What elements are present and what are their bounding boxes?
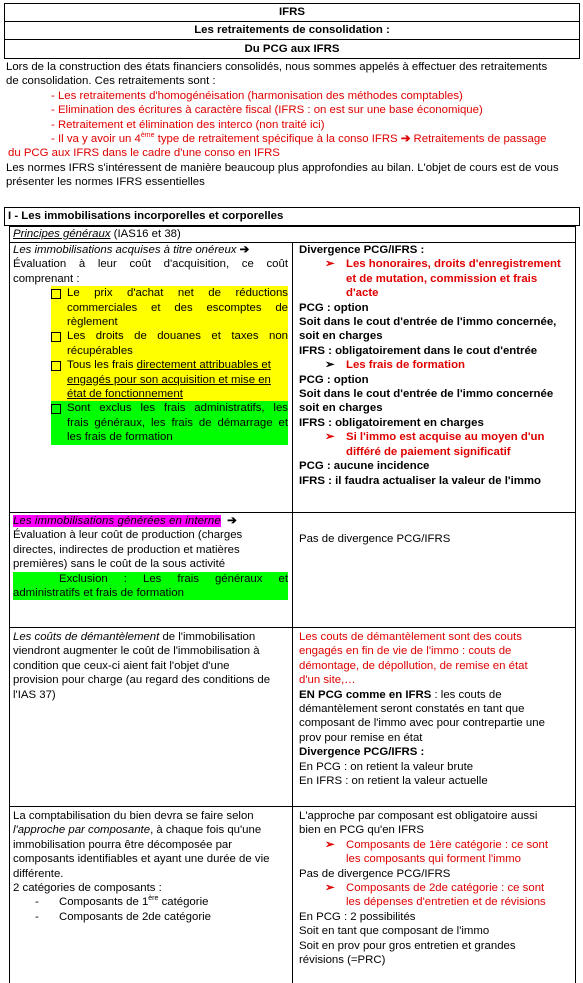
intro-bullet: - Retraitement et élimination des interco (non traité ici) — [51, 118, 325, 131]
text-line: démantèlement seront constatés en tant que — [299, 703, 525, 716]
list-item — [13, 910, 288, 924]
text-line: engagés en fin de vie de l'immo : couts de — [299, 645, 512, 658]
row1-right — [299, 243, 573, 488]
superscript: ème — [140, 132, 155, 140]
dash-bullet: - — [35, 896, 39, 909]
ifrs-line: IFRS : obligatoirement dans le cout d'entrée — [299, 344, 538, 357]
text-line: Pas de divergence PCG/IFRS — [299, 533, 451, 545]
arrow-bullet — [299, 430, 573, 459]
bullet-text: Composants de 2de catégorie : ce sont — [346, 882, 545, 895]
list-item — [13, 895, 288, 909]
checkbox-text: règlement — [67, 316, 118, 329]
row2-left — [13, 514, 288, 600]
text-line: L'approche par composant est obligatoire aussi — [299, 810, 538, 822]
text-line: soit en charges — [299, 402, 383, 415]
bullet-text: et de mutation, commission et frais — [346, 272, 538, 285]
arrow-bullet-icon: ➢ — [325, 882, 335, 895]
pcg-line: PCG : option — [299, 301, 369, 314]
row3-right — [299, 630, 573, 788]
text-line: administratifs et frais de formation — [13, 587, 184, 600]
text-line: provision pour charge (au regard des conditions de — [13, 674, 271, 687]
table-border — [292, 242, 293, 983]
arrow-bullet-icon: ➢ — [325, 359, 335, 372]
text-line: Soit dans le cout d'entrée de l'immo concernée — [299, 388, 554, 401]
checkbox-text: les frais de formation — [67, 431, 173, 444]
text: : les couts de — [431, 688, 502, 701]
intro-line: présenter les normes IFRS essentielles — [6, 176, 205, 189]
italic-text: Les immobilisations acquises à titre onéreux — [13, 244, 237, 256]
text-line: prov pour remise en état — [299, 731, 423, 744]
arrow-right-icon: ➔ — [239, 244, 250, 256]
section-title: I - Les immobilisations incorporelles et corporelles — [4, 207, 580, 226]
text: , à chaque fois qu'une — [150, 824, 262, 837]
pcg-line: PCG : aucune incidence — [299, 460, 430, 473]
checkbox-text: récupérables — [67, 344, 133, 357]
checkbox-text: Les droits de douanes et taxes non — [67, 330, 288, 343]
text: de l'immobilisation — [159, 631, 256, 643]
row4-right — [299, 809, 573, 967]
text: Composants de 2de catégorie — [59, 910, 211, 923]
bullet-text: Les frais de formation — [346, 359, 465, 372]
arrow-bullet — [299, 838, 573, 867]
checkbox-icon — [51, 289, 61, 299]
text-line: Pas de divergence PCG/IFRS — [299, 867, 451, 880]
text-line: démontage, de dépollution, de remise en état — [299, 659, 528, 672]
text-line — [299, 688, 573, 702]
intro-bullet-continued: du PCG aux IFRS dans le cadre d'une conso en IFRS — [8, 147, 280, 160]
bullet-text: différé de paiement significatif — [346, 445, 511, 458]
text-line: viendront augmenter le coût de l'immobilisation à — [13, 645, 260, 658]
text-line: condition que ceux-ci aient fait l'objet d'une — [13, 659, 230, 672]
text-line: immobilisation pourra être décomposée par — [13, 838, 233, 851]
checkbox-text: état de fonctionnement — [67, 388, 183, 401]
arrow-bullet-icon: ➢ — [325, 431, 335, 444]
dash-bullet: - — [35, 910, 39, 923]
text-line: Exclusion : Les frais généraux et — [59, 572, 288, 585]
text-line: Évaluation à leur coût de production (charges — [13, 529, 243, 542]
row2-lead — [13, 514, 288, 528]
italic-text: Les coûts de démantèlement — [13, 631, 160, 643]
divergence-heading: Divergence PCG/IFRS : — [299, 746, 425, 759]
intro-line: Lors de la construction des états financiers consolidés, nous sommes appelés à effectuer des retraitements — [6, 61, 548, 73]
row1-eval: Évaluation à leur coût d'acquisition, ce coût — [13, 258, 288, 271]
bold-text: EN PCG comme en IFRS — [299, 688, 432, 701]
text-line: Soit dans le cout d'entrée de l'immo concernée, — [299, 316, 557, 329]
text: catégorie — [158, 896, 209, 909]
text-line: l'IAS 37) — [13, 688, 56, 701]
bullet-text: les dépenses d'entretien et de révisions — [346, 896, 546, 909]
row4-left — [13, 809, 288, 924]
principes-ref: (IAS16 et 38) — [110, 228, 181, 240]
intro-block — [6, 60, 582, 190]
text-line: La comptabilisation du bien devra se faire selon — [13, 810, 254, 822]
principes-label: Principes généraux — [13, 228, 111, 240]
bullet-text: Les honoraires, droits d'enregistrement — [346, 258, 561, 271]
intro-bullet: - Elimination des écritures à caractère fiscal (IFRS : on est sur une base économique) — [51, 104, 483, 117]
row2-right — [299, 532, 573, 546]
ifrs-line: IFRS : obligatoirement en charges — [299, 416, 484, 429]
text-line: Les couts de démantèlement sont des couts — [299, 631, 522, 643]
italic-text: l'approche par composante — [13, 824, 151, 837]
checkbox-text: commerciales et des escomptes de — [67, 301, 288, 314]
checkbox-icon — [51, 332, 61, 342]
text-line — [13, 630, 288, 644]
text-line — [13, 823, 288, 837]
intro-bullet-text: Retraitements de passage — [410, 133, 547, 146]
row1-left — [13, 243, 288, 445]
divergence-heading: Divergence PCG/IFRS : — [299, 244, 425, 256]
arrow-right-icon: ➔ — [400, 133, 411, 146]
doc-title: IFRS — [4, 3, 580, 22]
text-line: premières) sans le coût de la sous activité — [13, 558, 226, 571]
arrow-right-icon: ➔ — [227, 515, 237, 527]
text-line: directes, indirectes de production et matières — [13, 543, 240, 556]
arrow-bullet — [299, 257, 573, 300]
text-line: En PCG : on retient la valeur brute — [299, 760, 474, 773]
arrow-bullet-icon: ➢ — [325, 838, 335, 851]
intro-line: Les normes IFRS s'intéressent de manière beaucoup plus approfondies au bilan. L'objet de cours est de vous — [6, 161, 559, 174]
table-border — [9, 226, 10, 983]
text-line: En IFRS : on retient la valeur actuelle — [299, 775, 488, 788]
highlighted-text: Les immobilisations générées en interne — [13, 515, 221, 527]
arrow-bullet — [299, 881, 573, 910]
doc-subsubtitle: Du PCG aux IFRS — [4, 39, 580, 59]
intro-line: de consolidation. Ces retraitements sont : — [6, 75, 216, 88]
bullet-text: les composants qui forment l'immo — [346, 853, 521, 866]
checkbox-text: engagés pour son acquisition et mise en — [67, 373, 271, 386]
intro-bullet-text: - Il va y avoir un 4 — [51, 133, 141, 146]
ifrs-line: IFRS : il faudra actualiser la valeur de l'immo — [299, 474, 541, 487]
text-line: composants identifiables et ayant une durée de vie — [13, 853, 270, 866]
checkbox-item — [13, 286, 288, 444]
principes-row — [13, 227, 181, 241]
checkbox-text — [67, 358, 288, 372]
checkbox-text: Le prix d'achat net de réductions — [67, 287, 288, 300]
intro-bullet — [6, 132, 582, 146]
row1-eval: comprenant : — [13, 272, 80, 285]
text: Composants de 1 — [59, 896, 149, 909]
text-line: Soit en tant que composant de l'immo — [299, 925, 490, 938]
superscript: ère — [148, 895, 159, 903]
intro-bullet: - Les retraitements d'homogénéisation (harmonisation des méthodes comptables) — [51, 89, 463, 102]
checkbox-icon — [51, 361, 61, 371]
exclusion-note — [13, 572, 288, 601]
bullet-text: d'acte — [346, 287, 379, 300]
table-border — [575, 226, 576, 983]
text-line: Soit en prov pour gros entretien et grandes — [299, 939, 516, 952]
text: Tous les frais — [67, 359, 137, 372]
arrow-bullet-icon: ➢ — [325, 258, 335, 271]
text-line: soit en charges — [299, 330, 383, 343]
checkbox-icon — [51, 404, 61, 414]
text-line: d'un site,… — [299, 674, 356, 687]
text-line: révisions (=PRC) — [299, 954, 386, 967]
text-line: différente. — [13, 867, 64, 880]
checkbox-text: frais généraux, les frais de démarrage et — [67, 416, 288, 429]
pcg-line: PCG : option — [299, 373, 369, 386]
text-line: En PCG : 2 possibilités — [299, 910, 416, 923]
bullet-text: Si l'immo est acquise au moyen d'un — [346, 431, 545, 444]
text-line: 2 catégories de composants : — [13, 882, 162, 895]
text-line: bien en PCG qu'en IFRS — [299, 824, 425, 837]
intro-bullet-text: type de retraitement spécifique à la conso IFRS — [154, 133, 401, 146]
row1-lead — [13, 243, 288, 257]
checkbox-text: Sont exclus les frais administratifs, les — [67, 402, 288, 415]
text-line: composant de l'immo avec pour contrepartie une — [299, 717, 545, 730]
doc-subtitle: Les retraitements de consolidation : — [4, 21, 580, 40]
arrow-bullet — [299, 358, 573, 372]
underlined-text: directement attribuables et — [136, 359, 271, 372]
bullet-text: Composants de 1ère catégorie : ce sont — [346, 838, 548, 851]
row3-left — [13, 630, 288, 702]
